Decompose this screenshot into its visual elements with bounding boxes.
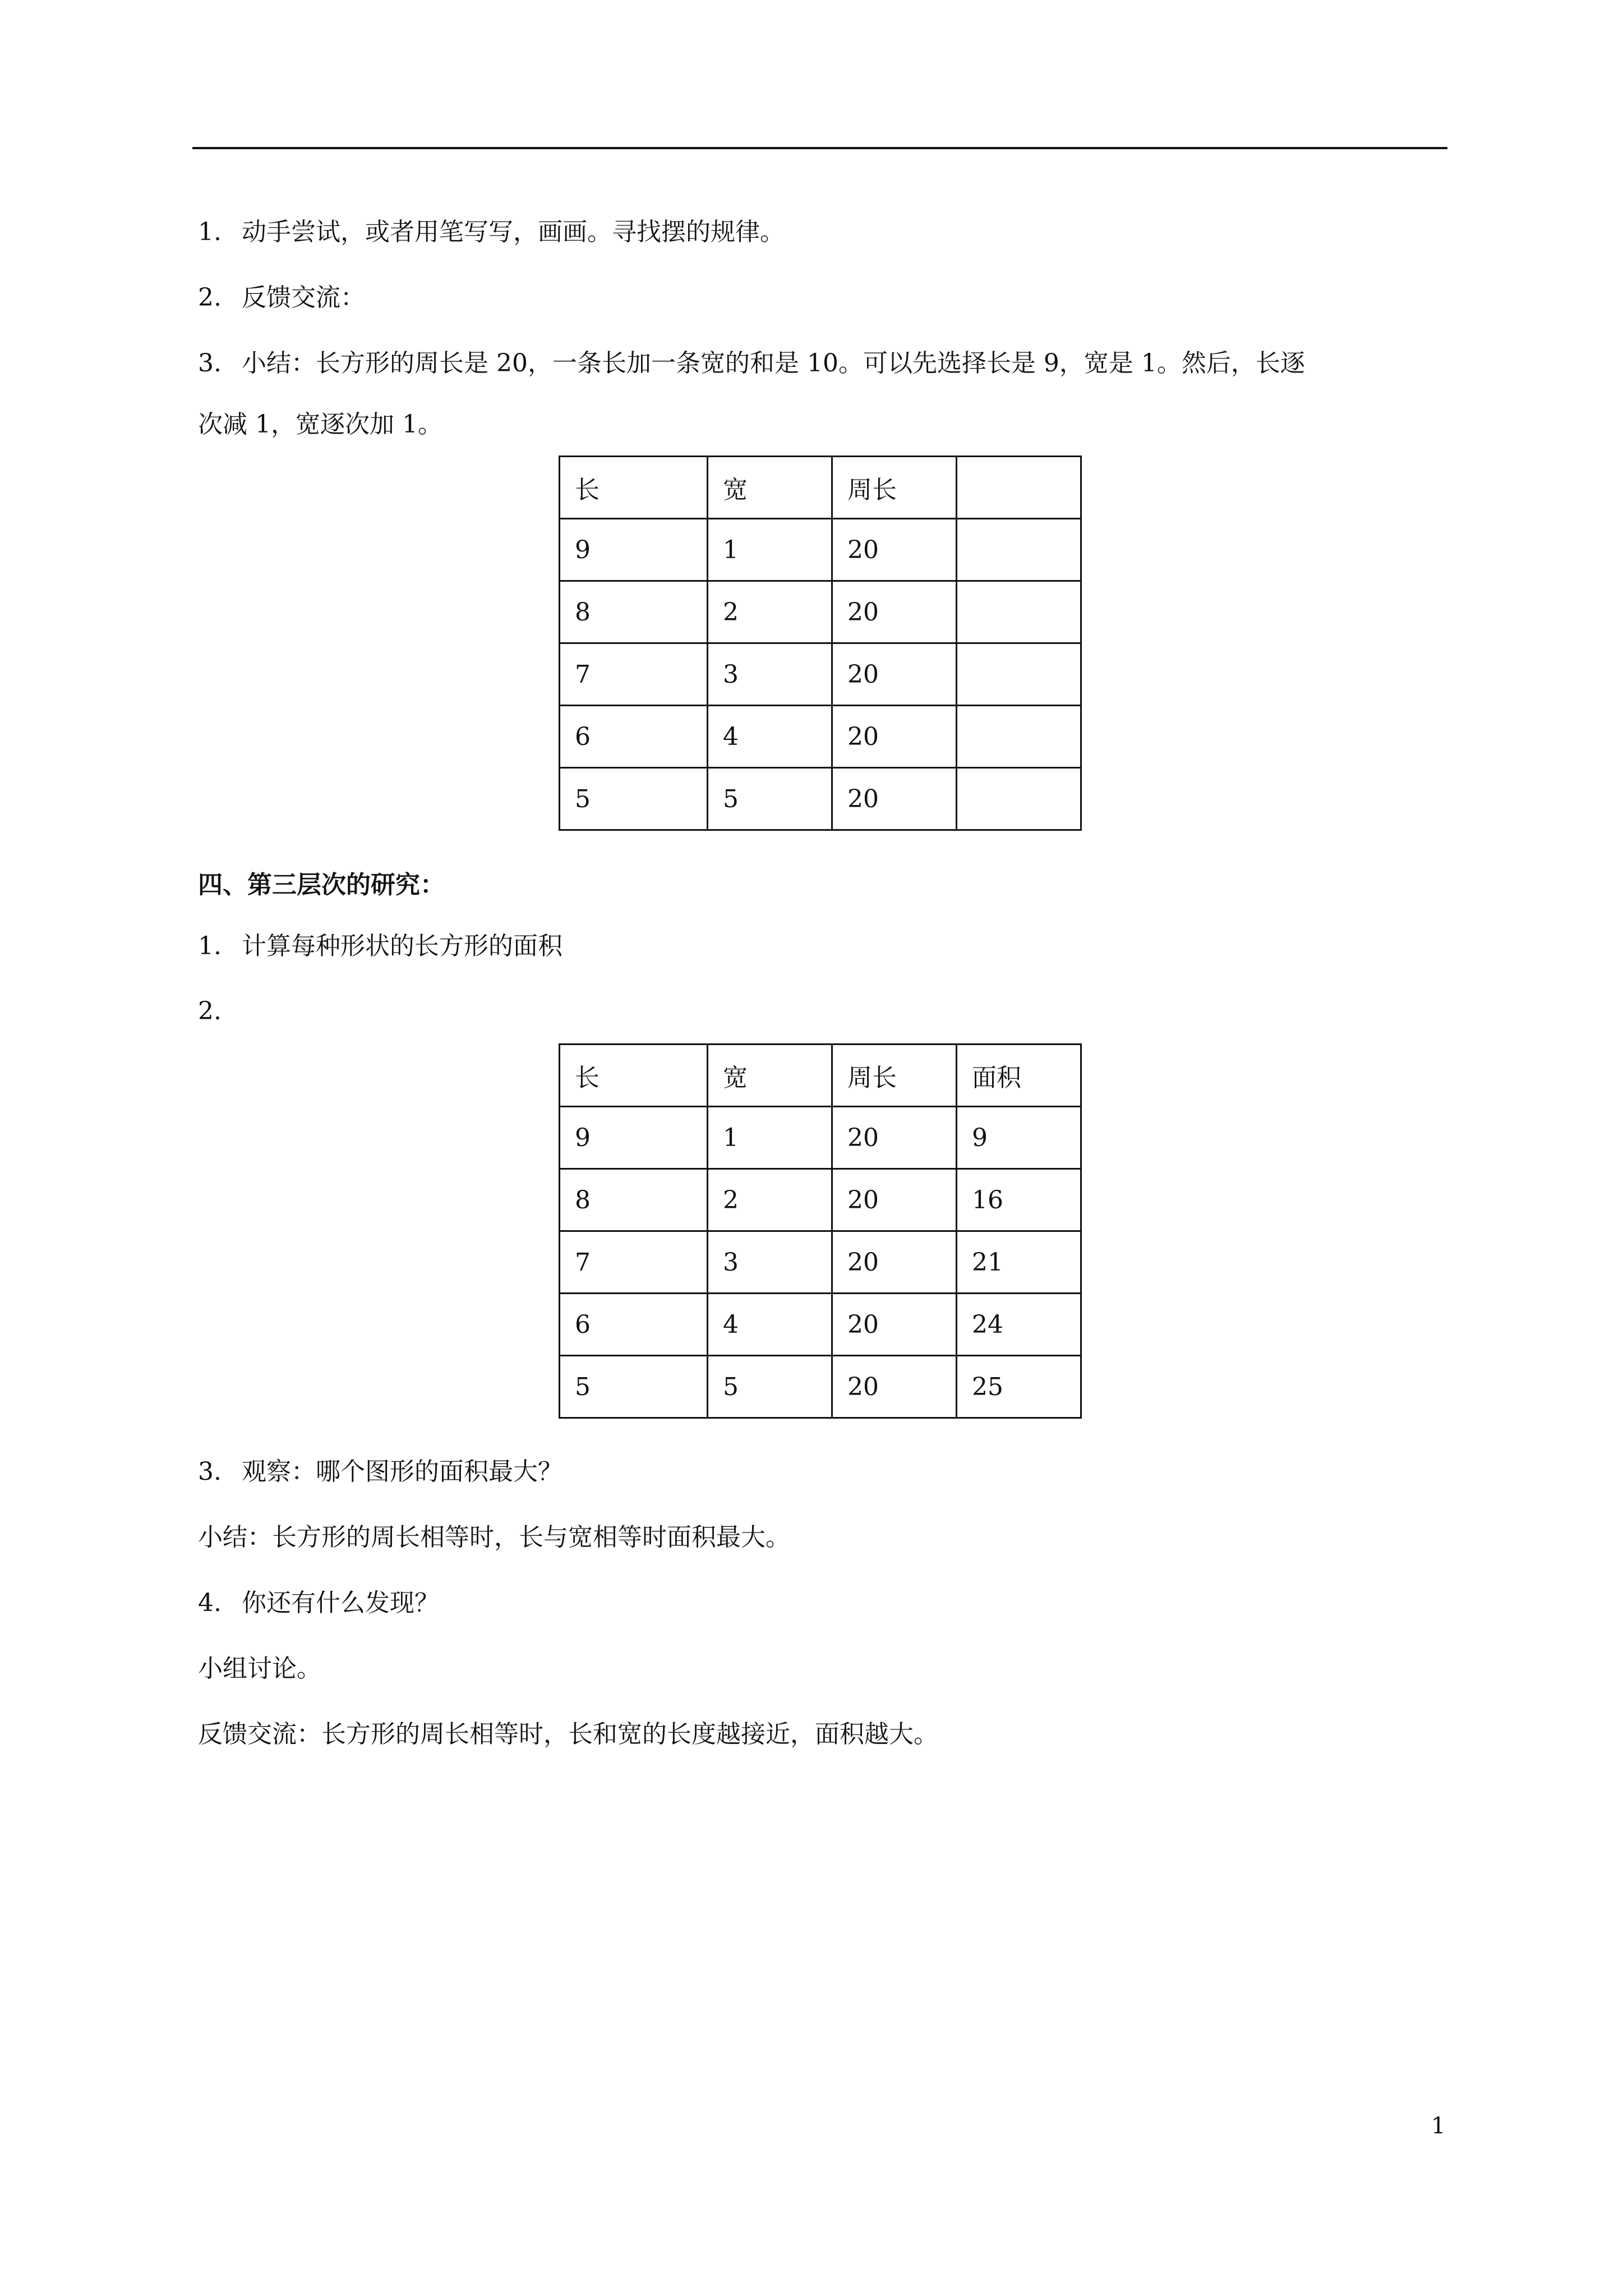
table-cell: 5 <box>560 1356 708 1418</box>
table-header-cell: 长 <box>560 457 708 519</box>
table-header-cell: 宽 <box>708 457 832 519</box>
step-1-text: 动手尝试，或者用笔写写，画画。寻找摆的规律。 <box>242 218 785 246</box>
table-cell: 8 <box>560 581 708 643</box>
table-cell <box>957 768 1081 830</box>
table-cell: 24 <box>957 1294 1081 1356</box>
table-cell: 2 <box>708 581 832 643</box>
perimeter-table <box>559 455 1082 831</box>
table-cell: 20 <box>832 1231 957 1294</box>
table-cell: 20 <box>832 768 957 830</box>
table-cell: 5 <box>560 768 708 830</box>
table-cell: 20 <box>832 1107 957 1169</box>
step-4-3 <box>198 1455 562 1489</box>
step-3 <box>198 347 1305 380</box>
table-cell: 20 <box>832 1356 957 1418</box>
table-cell: 7 <box>560 1231 708 1294</box>
table-row <box>560 768 1081 830</box>
table-cell: 3 <box>708 1231 832 1294</box>
table-header-row <box>560 1045 1081 1107</box>
table-row <box>560 581 1081 643</box>
table-header-cell: 周长 <box>832 457 957 519</box>
table-cell: 20 <box>832 581 957 643</box>
step-4-1-text: 计算每种形状的长方形的面积 <box>242 932 562 960</box>
table-header-cell: 长 <box>560 1045 708 1107</box>
step-4-4-number: 4. <box>198 1589 222 1617</box>
table-header-cell: 宽 <box>708 1045 832 1107</box>
table-cell <box>957 519 1081 581</box>
table-cell: 16 <box>957 1169 1081 1231</box>
table-header-cell <box>957 457 1081 519</box>
table-cell: 5 <box>708 768 832 830</box>
table-cell: 9 <box>560 519 708 581</box>
table-cell: 7 <box>560 643 708 706</box>
table-cell: 9 <box>560 1107 708 1169</box>
step-1-number: 1. <box>198 218 222 246</box>
step-2-text: 反馈交流： <box>242 283 365 312</box>
table-cell <box>957 643 1081 706</box>
table-cell: 4 <box>708 706 832 768</box>
step-1 <box>198 215 785 249</box>
table-row <box>560 1356 1081 1418</box>
table-row <box>560 1231 1081 1294</box>
table-cell <box>957 706 1081 768</box>
table-cell: 20 <box>832 519 957 581</box>
step-2-number: 2. <box>198 283 222 312</box>
step-4-4-text: 你还有什么发现？ <box>242 1589 439 1617</box>
area-table <box>559 1043 1082 1419</box>
table-row <box>560 706 1081 768</box>
table-cell: 5 <box>708 1356 832 1418</box>
group-discussion-text: 小组讨论。 <box>198 1654 321 1683</box>
table-cell: 4 <box>708 1294 832 1356</box>
table-row <box>560 1107 1081 1169</box>
table-row <box>560 519 1081 581</box>
table-row <box>560 1169 1081 1231</box>
step-4-1-number: 1. <box>198 932 222 960</box>
table-row <box>560 1294 1081 1356</box>
table-header-row <box>560 457 1081 519</box>
step-3-number: 3. <box>198 349 222 378</box>
page-number: 1 <box>1431 2113 1446 2139</box>
table-cell: 6 <box>560 1294 708 1356</box>
step-4-2-number: 2. <box>198 997 222 1025</box>
table-row <box>560 643 1081 706</box>
table-cell: 6 <box>560 706 708 768</box>
step-4-4 <box>198 1586 439 1620</box>
step-4-3-text: 观察：哪个图形的面积最大？ <box>242 1457 562 1486</box>
step-3-text: 小结：长方形的周长是 20，一条长加一条宽的和是 10。可以先选择长是 9，宽是 1。然后，长逐 <box>242 349 1305 378</box>
table-cell: 9 <box>957 1107 1081 1169</box>
step-4-3-number: 3. <box>198 1457 222 1486</box>
table-cell: 20 <box>832 706 957 768</box>
table-cell: 20 <box>832 1169 957 1231</box>
table-cell: 2 <box>708 1169 832 1231</box>
table-cell: 21 <box>957 1231 1081 1294</box>
header-rule <box>192 147 1447 149</box>
table-header-cell: 面积 <box>957 1045 1081 1107</box>
table-cell: 3 <box>708 643 832 706</box>
step-3-continuation: 次减 1，宽逐次加 1。 <box>198 410 442 439</box>
table-cell: 1 <box>708 519 832 581</box>
table-cell <box>957 581 1081 643</box>
table-cell: 8 <box>560 1169 708 1231</box>
step-4-2 <box>198 995 242 1028</box>
table-cell: 25 <box>957 1356 1081 1418</box>
table-cell: 20 <box>832 1294 957 1356</box>
table-cell: 20 <box>832 643 957 706</box>
table-header-cell: 周长 <box>832 1045 957 1107</box>
section-heading: 四、第三层次的研究： <box>198 871 445 899</box>
table-cell: 1 <box>708 1107 832 1169</box>
step-4-1 <box>198 930 562 963</box>
feedback-text: 反馈交流：长方形的周长相等时，长和宽的长度越接近，面积越大。 <box>198 1720 938 1749</box>
summary-text: 小结：长方形的周长相等时，长与宽相等时面积最大。 <box>198 1523 790 1552</box>
step-2 <box>198 281 365 315</box>
